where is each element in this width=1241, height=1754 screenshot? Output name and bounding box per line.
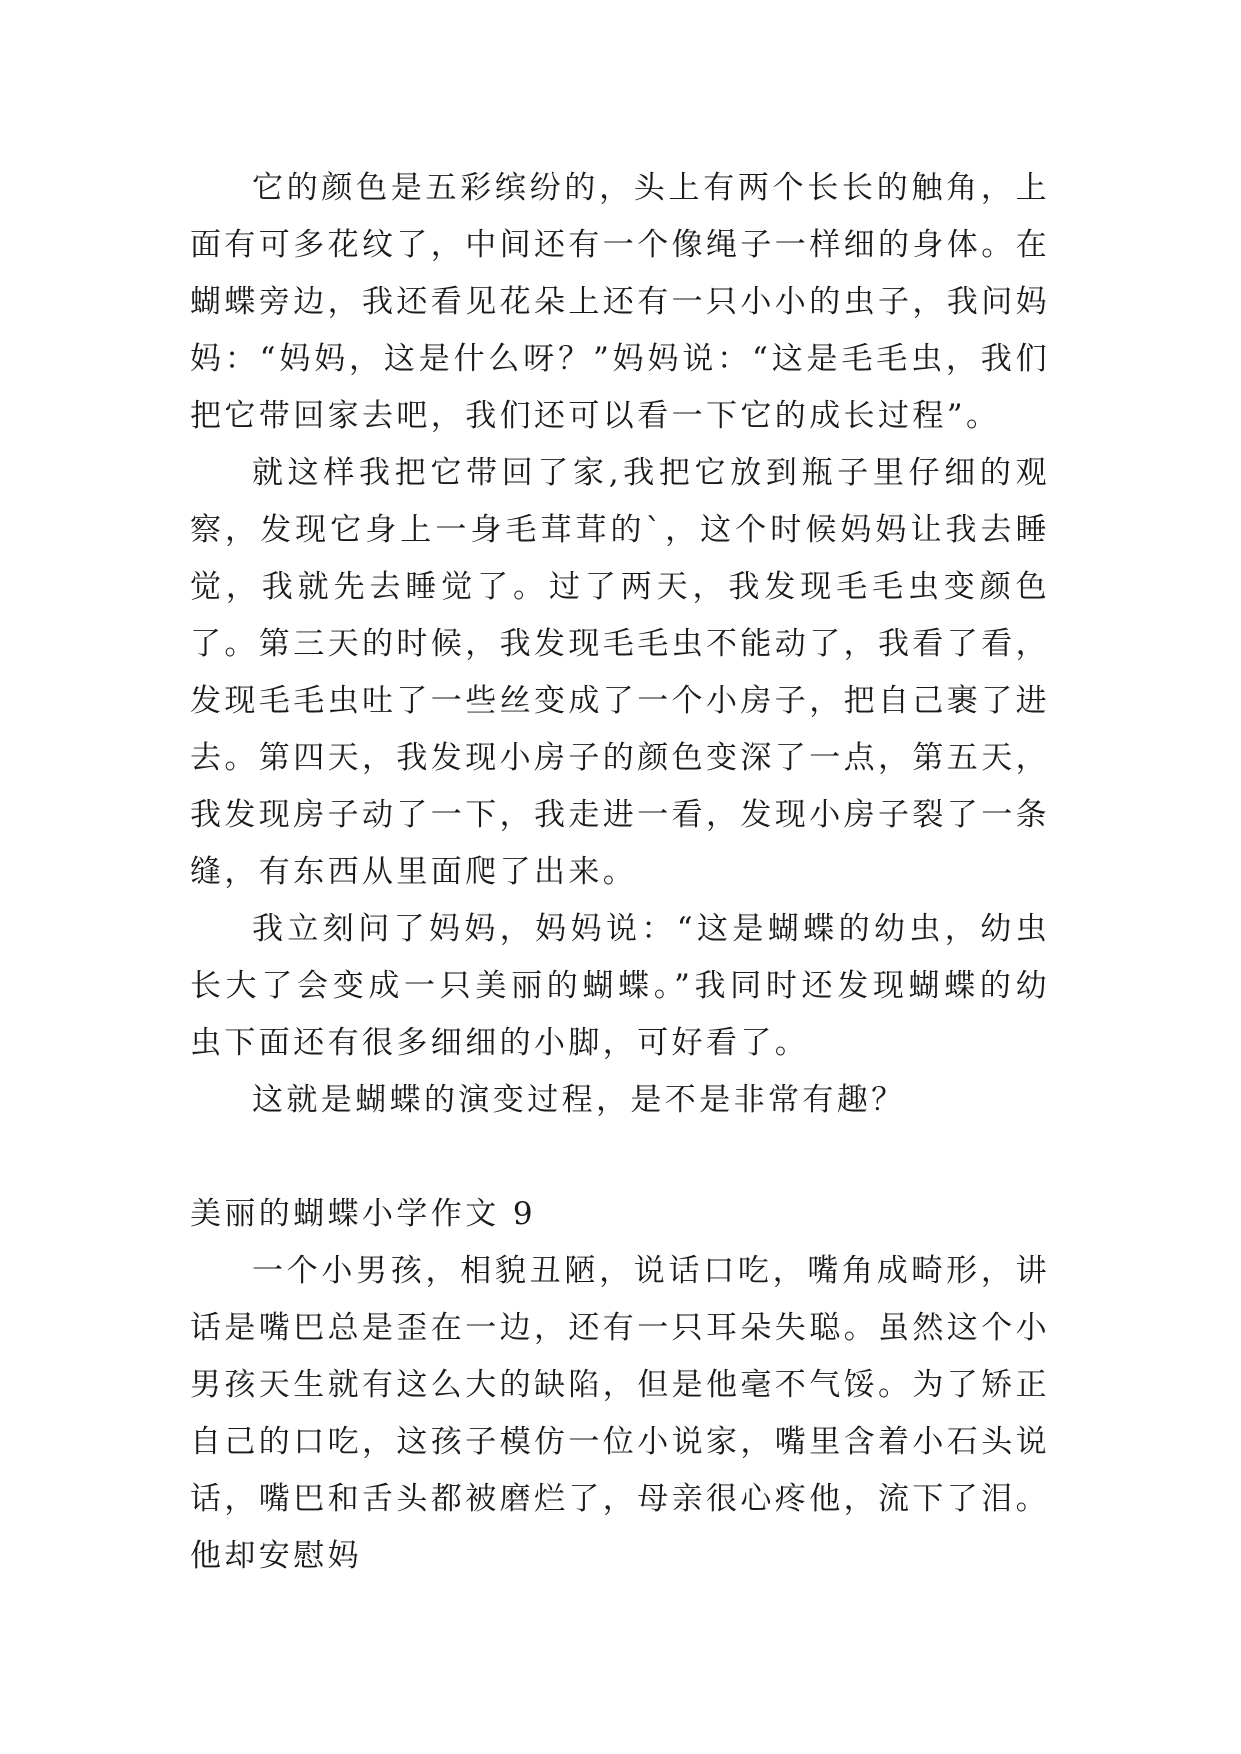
document-body [190, 160, 1050, 1585]
paragraph: 我立刻问了妈妈，妈妈说：“这是蝴蝶的幼虫，幼虫长大了会变成一只美丽的蝴蝶。”我同时还发现蝴蝶的幼虫下面还有很多细细的小脚，可好看了。 [190, 911, 1050, 1061]
paragraph: 一个小男孩，相貌丑陋，说话口吃，嘴角成畸形，讲话是嘴巴总是歪在一边，还有一只耳朵失聪。虽然这个小男孩天生就有这么大的缺陷，但是他毫不气馁。为了矫正自己的口吃，这孩子模仿一位小说家，嘴里含着小石头说话，嘴巴和舌头都被磨烂了，母亲很心疼他，流下了泪。他却安慰妈 [190, 1253, 1050, 1574]
section-spacer [190, 1129, 1050, 1186]
paragraph: 这就是蝴蝶的演变过程，是不是非常有趣？ [252, 1082, 906, 1118]
section-title: 美丽的蝴蝶小学作文 9 [190, 1196, 536, 1232]
paragraph: 它的颜色是五彩缤纷的，头上有两个长长的触角，上面有可多花纹了，中间还有一个像绳子一样细的身体。在蝴蝶旁边，我还看见花朵上还有一只小小的虫子，我问妈妈：“妈妈，这是什么呀？”妈妈说：“这是毛毛虫，我们把它带回家去吧，我们还可以看一下它的成长过程”。 [190, 170, 1050, 434]
paragraph: 就这样我把它带回了家,我把它放到瓶子里仔细的观察，发现它身上一身毛茸茸的`，这个时候妈妈让我去睡觉，我就先去睡觉了。过了两天，我发现毛毛虫变颜色了。第三天的时候，我发现毛毛虫不能动了，我看了看，发现毛毛虫吐了一些丝变成了一个小房子，把自己裹了进去。第四天，我发现小房子的颜色变深了一点，第五天，我发现房子动了一下，我走进一看，发现小房子裂了一条缝，有东西从里面爬了出来。 [190, 455, 1050, 890]
